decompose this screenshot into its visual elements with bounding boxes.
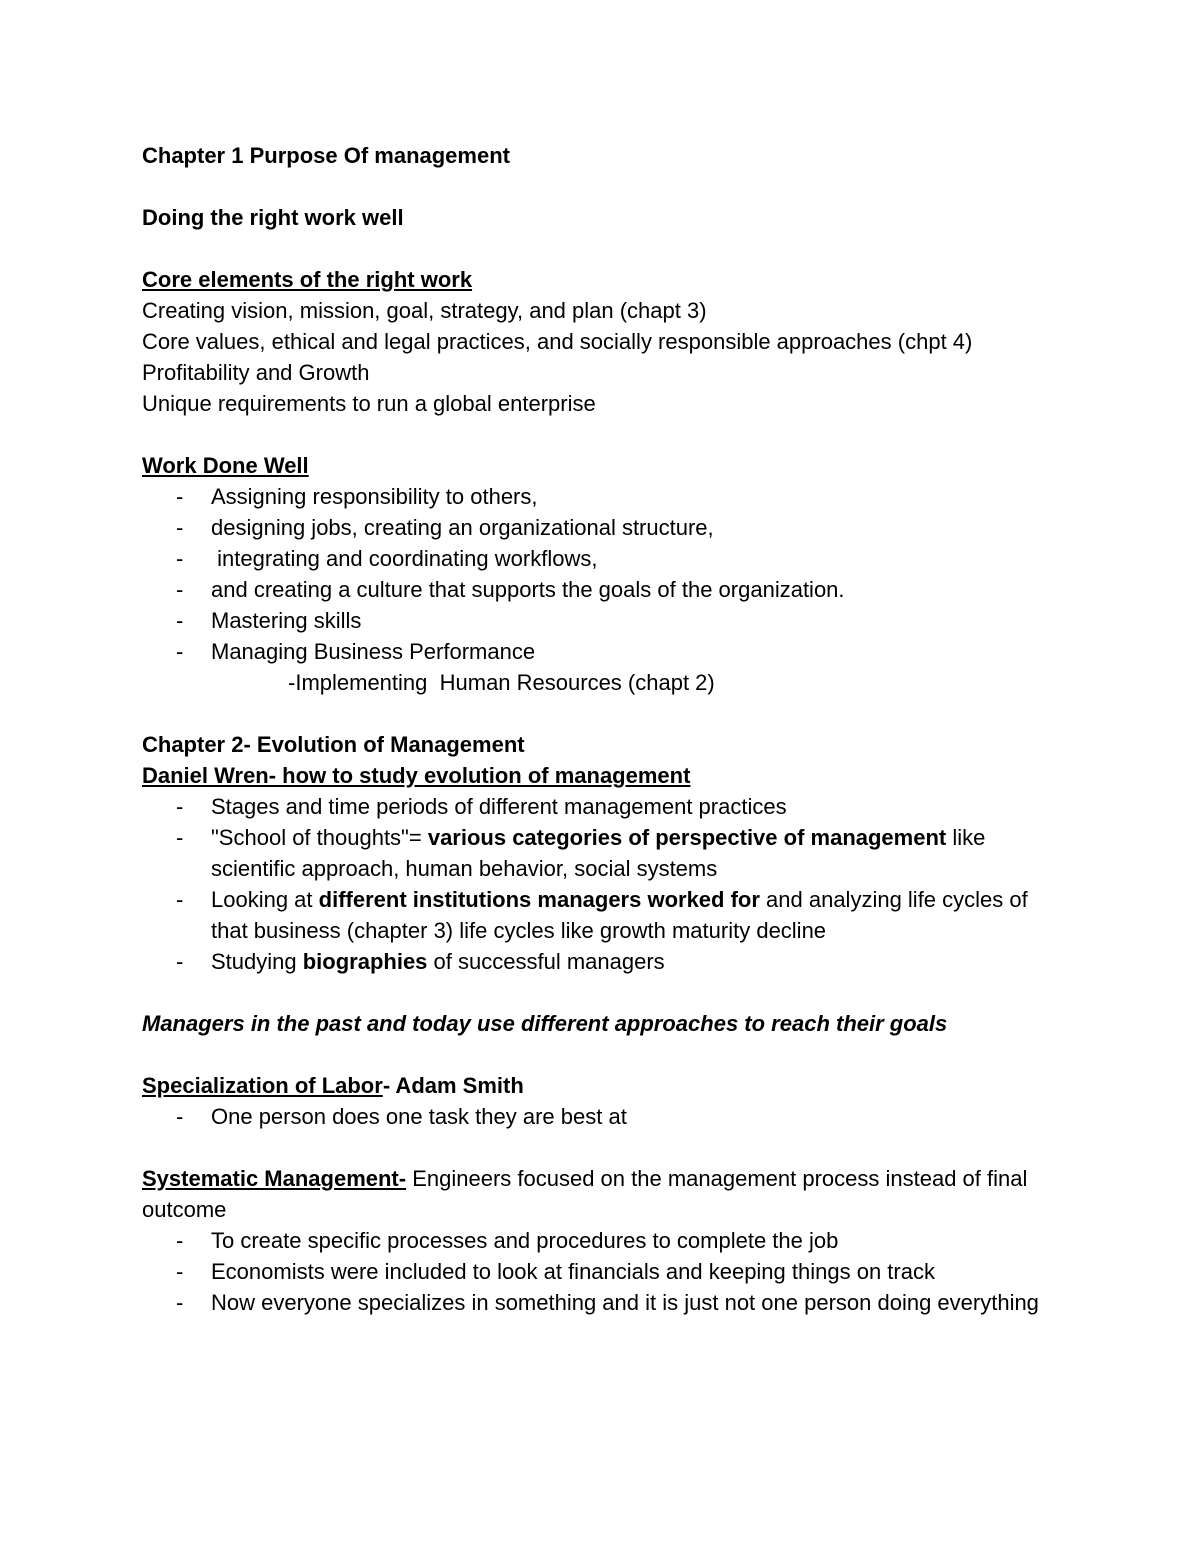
daniel-wren-heading: Daniel Wren- how to study evolution of management [142,763,691,788]
list-item: - designing jobs, creating an organizational structure, [142,512,1052,543]
specialization-heading: Specialization of Labor- Adam Smith [142,1073,524,1098]
sub-list-item: -Implementing Human Resources (chapt 2) [288,670,715,695]
list-item: - Managing Business Performance [142,636,1052,667]
list-item: - Studying biographies of successful managers [142,946,1052,977]
systematic-management-paragraph: Systematic Management- Engineers focused on the management process instead of final outcome [142,1166,1028,1222]
chapter1-title: Chapter 1 Purpose Of management [142,143,510,168]
list-item: - Now everyone specializes in something and it is just not one person doing everything [142,1287,1052,1318]
list-item: - Economists were included to look at financials and keeping things on track [142,1256,1052,1287]
list-item: - and creating a culture that supports the goals of the organization. [142,574,1052,605]
italic-note: Managers in the past and today use different approaches to reach their goals [142,1011,948,1036]
list-item: - To create specific processes and procedures to complete the job [142,1225,1052,1256]
list-item: - integrating and coordinating workflows, [142,543,1052,574]
work-done-well-heading: Work Done Well [142,453,309,478]
chapter2-title: Chapter 2- Evolution of Management [142,732,525,757]
list-item: - One person does one task they are best at [142,1101,1052,1132]
list-item: - Looking at different institutions managers worked for and analyzing life cycles of that business (chapter 3) life cycles like growth maturity decline [142,884,1052,946]
core-element-line: Unique requirements to run a global enterprise [142,391,596,416]
list-item: - Mastering skills [142,605,1052,636]
core-elements-heading: Core elements of the right work [142,267,473,292]
core-element-line: Profitability and Growth [142,360,370,385]
work-done-well-list [142,481,1052,667]
list-item: - Assigning responsibility to others, [142,481,1052,512]
list-item: - "School of thoughts"= various categories of perspective of management like scientific approach, human behavior, social systems [142,822,1052,884]
core-element-line: Core values, ethical and legal practices, and socially responsible approaches (chpt 4) [142,329,973,354]
specialization-list [142,1101,1052,1132]
list-item: - Stages and time periods of different management practices [142,791,1052,822]
daniel-wren-list [142,791,1052,977]
document-page [142,140,1052,1318]
systematic-management-list [142,1225,1052,1318]
core-element-line: Creating vision, mission, goal, strategy, and plan (chapt 3) [142,298,707,323]
chapter1-subtitle: Doing the right work well [142,205,404,230]
